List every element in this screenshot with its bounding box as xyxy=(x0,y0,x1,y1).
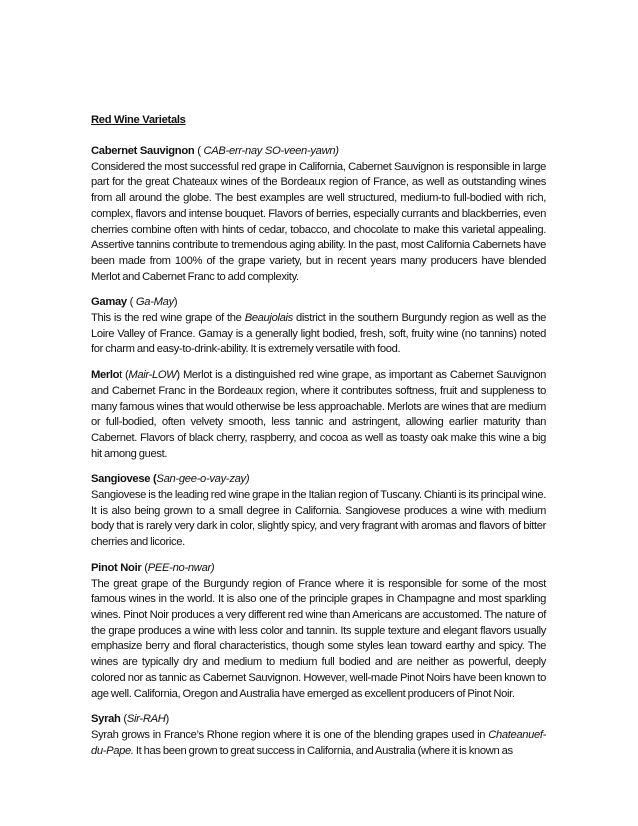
varietal-description xyxy=(91,368,546,462)
varietal-name: Merlo xyxy=(91,369,120,382)
pronunciation-open: ( xyxy=(121,369,129,382)
varietal-title xyxy=(91,712,546,728)
varietal-sangiovese xyxy=(91,472,546,551)
pronunciation-open: ( xyxy=(194,145,204,157)
pronunciation: PEE-no-nwar) xyxy=(147,561,215,574)
varietal-name-tail: t xyxy=(119,369,122,382)
varietal-description: Sangiovese is the leading red wine grape in the Italian region of Tuscany. Chianti is its principal wine. It is also being grown to a small degree in California. Sangiovese produces a wine with medium body that is rarely very dark in color, slightly spicy, and very fragrant with aromas and flavors of bitter cherries and licorice. xyxy=(91,489,546,549)
varietal-description xyxy=(91,311,546,358)
varietal-name: Gamay xyxy=(91,296,127,309)
description-text: It has been grown to great success in California, and Australia (where it is known as xyxy=(133,744,513,757)
pronunciation-open: ( xyxy=(120,713,127,726)
document-page xyxy=(91,113,546,769)
pronunciation: Mair-LOW xyxy=(128,369,177,382)
varietal-title xyxy=(91,561,546,577)
pronunciation: CAB-err-nay SO-veen-yawn) xyxy=(203,145,339,157)
varietal-pinot-noir xyxy=(91,561,546,702)
pronunciation: San-gee-o-vay-zay) xyxy=(156,473,250,486)
varietal-title xyxy=(91,472,546,488)
pronunciation-open: ( xyxy=(141,561,148,574)
pronunciation: Ga-May xyxy=(135,296,174,309)
section-heading: Red Wine Varietals xyxy=(91,114,186,126)
description-italic: Chateanuef-du-Pape. xyxy=(91,728,546,757)
varietal-merlot xyxy=(91,368,546,462)
pronunciation-close: ) xyxy=(165,713,169,726)
pronunciation: Sir-RAH xyxy=(126,713,166,726)
varietal-name: Cabernet Sauvignon xyxy=(91,145,195,157)
description-text: This is the red wine grape of the xyxy=(91,312,245,325)
varietal-name: Syrah xyxy=(91,713,121,726)
pronunciation-open: ( xyxy=(150,473,157,486)
description-italic: Beaujolais xyxy=(244,312,293,325)
varietal-description: Considered the most successful red grape in California, Cabernet Sauvignon is responsible in large part for the great Chateaux wines of the Bordeaux region of France, as well as outstanding wines from all around the globe. The best examples are well structured, medium-to full-bodied with rich, complex, flavors and intense bouquet. Flavors of berries, especially currants and blackberries, even cherries combine often with hints of cedar, tobacco, and chocolate to make this varietal appealing. Assertive tannins contribute to tremendous aging ability. In the past, most California Cabernets have been made from 100% of the grape variety, but in recent years many producers have blended Merlot and Cabernet Franc to add complexity. xyxy=(91,160,546,283)
pronunciation-open: ( xyxy=(126,296,136,309)
varietal-cabernet-sauvignon xyxy=(91,144,546,285)
varietal-name: Pinot Noir xyxy=(91,561,142,574)
varietal-title xyxy=(91,295,546,311)
pronunciation-close: ) xyxy=(176,369,180,382)
varietal-title xyxy=(91,144,546,160)
pronunciation-close: ) xyxy=(173,296,178,309)
varietal-description xyxy=(91,728,546,759)
description-text: Syrah grows in France’s Rhone region where it is one of the blending grapes used in xyxy=(91,728,489,741)
varietal-description: The great grape of the Burgundy region of France where it is responsible for some of the most famous wines in the world. It is also one of the principle grapes in Champagne and most sparkling wines. Pinot Noir produces a very different red wine than Americans are accustomed. The nature of the grape produces a wine with less color and tannin. Its supple texture and elegant flavors usually emphasize berry and floral characteristics, though some styles lean toward earthy and spicy. The wines are typically dry and medium to medium full bodied and are neither as powerful, deeply colored nor as tannic as Cabernet Sauvignon. However, well-made Pinot Noirs have been known to age well. California, Oregon and Australia have emerged as excellent producers of Pinot Noir. xyxy=(91,577,546,700)
varietal-syrah xyxy=(91,712,546,759)
description-text: Merlot is a distinguished red wine grape, as important as Cabernet Sauvignon and Cabernet Franc in the Bordeaux region, where it contributes softness, fruit and suppleness to many famous wines that would otherwise be less approachable. Merlots are wines that are medium or full-bodied, often velvety smooth, less tannic and astringent, allowing earlier maturity than Cabernet. Flavors of black cherry, raspberry, and cocoa as well as toasty oak make this wine a big hit among guest. xyxy=(91,369,546,460)
description-text: district in the southern Burgundy region as well as the Loire Valley of France. Gamay is a generally light bodied, fresh, soft, fruity wine (no tannins) noted for charm and easy-to-drink-ability. It is extremely versatile with food. xyxy=(91,312,546,356)
varietal-gamay xyxy=(91,295,546,358)
varietal-name: Sangiovese xyxy=(91,473,151,486)
